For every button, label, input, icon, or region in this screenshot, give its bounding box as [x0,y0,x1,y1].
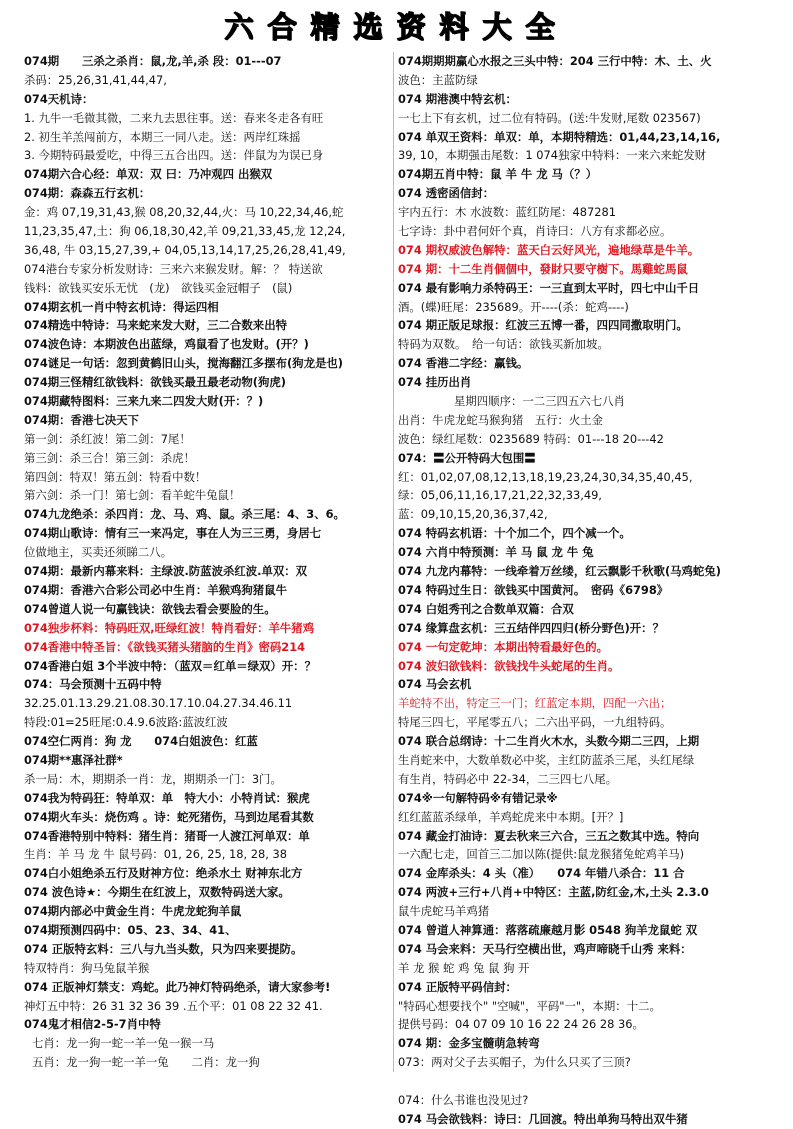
left-text-line: 特段:01=25旺尾:0.4.9.6波路:蓝波红波 [24,715,228,730]
left-text-line: 11,23,35,47,土：狗 06,18,30,42,羊 09,21,33,45,龙 12,24, [24,224,346,239]
left-text-line: 074 正版神灯禁支：鸡蛇。此乃神灯特码绝杀，请大家参考! [24,979,331,994]
right-text-line: 074 期港澳中特玄机： [398,91,517,106]
right-text-line: 073：两对父子去买帽子，为什么只买了三顶? [398,1055,631,1070]
left-text-line: 36,48, 牛 03,15,27,39,+ 04,05,13,14,17,25,26,28,41,49, [24,242,346,257]
left-text-line: 074期：香港七决天下 [24,412,139,427]
right-text-line [398,1072,774,1091]
left-text-line: 074期藏特图料：三来九来二四发大财(开：？) [24,394,264,409]
right-text-line: 074 透密函信封： [398,186,495,201]
right-text-line: 074 特码过生日：欲钱买中国黄河。 密码《6798》 [398,582,669,597]
left-text-line: 特双特肖：狗马兔鼠羊猴 [24,960,150,975]
right-text-line: 074 单双王资料：单双：单，本期特精选：01,44,23,14,16, [398,129,721,144]
left-text-line: 074期六合心经：单双：双 曰：乃冲观四 出猴双 [24,167,273,182]
right-text-line: 074 两波+三行+八肖+中特区：主蓝,防红金,木,土头 2.3.0 [398,885,709,900]
right-text-line: 074 一句定乾坤：本期出特看最好色的。 [398,639,608,654]
right-text-line: 074 联合总纲诗：十二生肖火木水，头数今期二三四，上期 [398,734,700,749]
left-text-line: 神灯五中特：26 31 32 36 39 .五个平：01 08 22 32 41. [24,998,323,1013]
left-text-line: 074期**惠泽社群* [24,752,123,767]
right-text-line: 羊蛇特不出，特定三一门；红蓝定本期，四配一六出； [398,696,672,711]
left-text-line: 074：马会预测十五码中特 [24,677,162,692]
left-text-line: 杀码：25,26,31,41,44,47, [24,72,167,87]
right-text-line: 074 期正版足球报：红波三五博一番，四四同撒取明门。 [398,318,688,333]
left-text-line: 074谜足一句话：忽到黄鹤旧山头，搅海翻江多摆布(狗龙是也) [24,356,343,371]
right-text-line: 074 特码玄机语：十个加二个，四个减一个。 [398,526,631,541]
left-text-line: 074空仁两肖：狗 龙 074白姐波色：红蓝 [24,734,258,749]
right-column [398,52,774,1129]
left-text-line: 第一剑：杀红波！第二剑：7尾！ [24,431,191,446]
left-text-line: 074我为特码狂：特单双：单 特大小：小特肖试：猴虎 [24,790,310,805]
right-text-line: 出肖：牛虎龙蛇马猴狗猪 五行：火土金 [398,412,604,427]
right-text-line: 074 马会来料：天马行空横出世，鸡声啼晓千山秀 来料： [398,941,692,956]
right-text-line: 红红蓝蓝杀绿单，羊鸡蛇虎来中本期。[开？] [398,809,624,824]
right-text-line: 39, 10，本期强击尾数：1 074独家中特料：一来六来蛇发财 [398,148,707,163]
left-text-line: 3. 今期特码最爱吃，中得三五合出四。送：伴鼠为为误已身 [24,148,324,163]
right-text-line: 波色：主蓝防绿 [398,72,478,87]
right-text-line: 074 马会欲钱料：诗曰：几回渡。特出单狗马特出双牛猪 [398,1111,688,1126]
right-text-line: 074 挂历出肖 [398,375,472,390]
right-text-line: 074 六肖中特预测：羊 马 鼠 龙 牛 兔 [398,545,594,560]
left-text-line: 074期内部必中黄金生肖：牛虎龙蛇狗羊鼠 [24,904,242,919]
left-text-line: 五肖：龙一狗一蛇一羊一兔 二肖：龙一狗 [32,1055,260,1070]
left-text-line: 074 波色诗★：今期生在红波上，双数特码送大家。 [24,885,290,900]
left-text-line: 第六剑：杀一门！第七剑：看羊蛇牛兔鼠！ [24,488,241,503]
right-text-line: 绿：05,06,11,16,17,21,22,32,33,49, [398,488,602,503]
left-column [24,52,390,1072]
left-text-line: 074鬼才相信2-5-7肖中特 [24,1017,161,1032]
left-text-line: 第三剑：杀三合！第三剑：杀虎！ [24,450,195,465]
right-text-line: 074 正版特平码信封： [398,979,517,994]
right-text-line: 074期期期赢心水报之三头中特：204 三行中特：木、土、火 [398,54,712,68]
left-text-line: 074港台专家分析发财诗：三来六来猴发财。解：？ 特送欲 [24,261,323,276]
left-text-line: 074精选中特诗：马来蛇来发大财，三二合数来出特 [24,318,287,333]
right-text-line: 074 波妇欲钱料：欲钱找牛头蛇尾的生肖。 [398,658,620,673]
left-text-line: 074期火车头：烧伤鸡 。诗：蛇死猪伤，马到边尾看其数 [24,809,314,824]
left-text-line: 2. 初生羊羔闯前方，本期三一同八走。送：两岸红珠摇 [24,129,301,144]
left-text-line: 074期：香港六合彩公司必中生肖：羊猴鸡狗猪鼠牛 [24,582,287,597]
left-text-line: 074期：最新内幕来料：主绿波.防蓝波杀红波.单双：双 [24,564,308,579]
right-text-line: 074 期权威波色解特：蓝天白云好风光，遍地绿草是牛羊。 [398,242,700,257]
right-text-line: 鼠牛虎蛇马羊鸡猪 [398,904,490,919]
right-text-line: 宇内五行：木 水波数：蓝红防尾：487281 [398,205,616,220]
right-text-line: 074 曾道人神算通：落落疏廉越月影 0548 狗羊龙鼠蛇 双 [398,922,698,937]
left-text-line: 074期预测四码中：05、23、34、41、 [24,922,237,937]
right-text-line: 红：01,02,07,08,12,13,18,19,23,24,30,34,35,40,45, [398,469,693,484]
left-text-line: 074期 三杀之杀肖：鼠,龙,羊,杀 段：01---07 [24,54,282,68]
right-text-line: 074※一句解特码※有错记录※ [398,790,558,805]
column-divider [393,52,394,1072]
right-text-line: 一六配七走，回首三二加以陈(提供:鼠龙猴猪兔蛇鸡羊马) [398,847,685,862]
right-text-line: 提供号码：04 07 09 10 16 22 24 26 28 36。 [398,1017,644,1032]
right-text-line: 074 九龙内幕特：一线牵着万丝缕，红云飘影千秋歌(马鸡蛇兔) [398,564,721,579]
right-text-line: 生肖蛇来中，大数单数必中奖，主红防蓝杀三尾，头红尾绿 [398,752,695,767]
left-text-line: 第四剑：特双！第五剑：特看中数！ [24,469,207,484]
right-text-line: 特码为双数。 给一句话：欲钱买新加坡。 [398,337,609,352]
left-text-line: 074期玄机一肖中特玄机诗：得运四相 [24,299,219,314]
left-text-line: 位做地主，买卖还须睇二八。 [24,545,173,560]
right-text-line: "特码心想要找个" "空喊"，平码"一"，本期：十二。 [398,998,661,1013]
right-text-line: 074期五肖中特：鼠 羊 牛 龙 马（？） [398,167,598,182]
right-text-line: 酒。(蝶)旺尾：235689。开----(杀：蛇鸡----) [398,299,629,314]
left-text-line: 074曾道人说一句赢钱诀：欲钱去看会要脸的生。 [24,601,276,616]
right-text-line: 一七上下有玄机，过二位有特码。(送:牛发财,尾数 023567) [398,110,701,125]
left-text-line: 074独步杯料：特码旺双,旺绿红波！特肖看好：羊牛猪鸡 [24,620,315,635]
left-text-line: 32.25.01.13.29.21.08.30.17.10.04.27.34.46.11 [24,696,293,711]
left-text-line: 金：鸡 07,19,31,43,猴 08,20,32,44,火：马 10,22,34,46,蛇 [24,205,344,220]
left-text-line: 074白小姐绝杀五行及财神方位：绝杀水土 财神东北方 [24,866,303,881]
left-text-line: 七肖：龙一狗一蛇一羊一兔一猴一马 [32,1036,215,1051]
left-text-line: 074期山歌诗：情有三一来冯定，事在人为三三勇，身居七 [24,526,322,541]
right-text-line: 七字诗：卦中君何奸个真，肖诗曰：八方有求都必应。 [398,224,672,239]
right-text-line: 074 马会玄机 [398,677,472,692]
right-text-line: 074 金库杀头：4 头（准） 074 年错八杀合：11 合 [398,866,685,881]
right-text-line: 074：什么书谁也没见过? [398,1092,529,1107]
left-text-line: 生肖：羊 马 龙 牛 鼠号码：01, 26, 25, 18, 28, 38 [24,847,287,862]
right-text-line: 074 缘算盘玄机：三五结伴四四归(桥分野色)开：？ [398,620,664,635]
right-text-line: 074 期：金多宝髓萌急转弯 [398,1036,540,1051]
right-text-line: 074 期：十二生肖個個中，發財只要守樹下。馬雞蛇馬鼠 [398,261,688,276]
right-text-line: 074：〓公开特码大包围〓 [398,450,536,465]
left-text-line: 074波色诗：本期波色出蓝绿，鸡鼠看了也发财。(开？) [24,337,309,352]
right-text-line: 特尾三四七，平尾零五八；二六出平码，一九组特码。 [398,715,672,730]
right-text-line: 星期四顺序：一二三四五六七八肖 [454,394,625,409]
right-text-line: 蓝：09,10,15,20,36,37,42, [398,507,548,522]
left-text-line: 074天机诗： [24,91,94,106]
right-text-line: 074 藏金打油诗：夏去秋来三六合，三五之数其中选。特向 [398,828,700,843]
right-text-line: 羊 龙 猴 蛇 鸡 兔 鼠 狗 开 [398,960,530,975]
right-text-line: 074 白姐秀刊之合数单双篇：合双 [398,601,574,616]
left-text-line: 074期三怪精红欲钱料：欲钱买最丑最老动物(狗虎) [24,375,287,390]
right-text-line: 074 最有影响力杀特码王：一三直到太平时，四七中山千日 [398,280,700,295]
left-text-line: 074 正版特玄料：三八与九当头数，只为四来要提防。 [24,941,303,956]
left-text-line: 杀一局：木，期期杀一肖：龙，期期杀一门：3门。 [24,771,282,786]
left-text-line: 074香港中特圣旨：《欲钱买猪头猪脑的生肖》密码214 [24,639,306,654]
right-text-line: 074 香港二字经：赢钱。 [398,356,529,371]
right-text-line: 有生肖，特码必中 22-34，二三四七八尾。 [398,771,617,786]
left-text-line: 074九龙绝杀：杀四肖：龙、马、鸡、鼠。杀三尾：4、3、6。 [24,507,345,522]
left-text-line: 1. 九牛一毛微其微，二来九去思往事。送：春来冬走各有旺 [24,110,324,125]
left-text-line: 074香港白姐 3个半波中特：（蓝双＝红单＝绿双）开：？ [24,658,316,673]
right-text-line: 波色：绿红尾数：0235689 特码：01---18 20---42 [398,431,664,446]
left-text-line: 074期：森森五行玄机： [24,186,151,201]
page-title: 六合精选资料大全 [224,10,569,44]
left-text-line: 074香港特别中特料：猪生肖：猪哥一人渡江河单双：单 [24,828,310,843]
left-text-line: 钱料：欲钱买安乐无忧 (龙) 欲钱买金冠帽子 (鼠) [24,280,293,295]
